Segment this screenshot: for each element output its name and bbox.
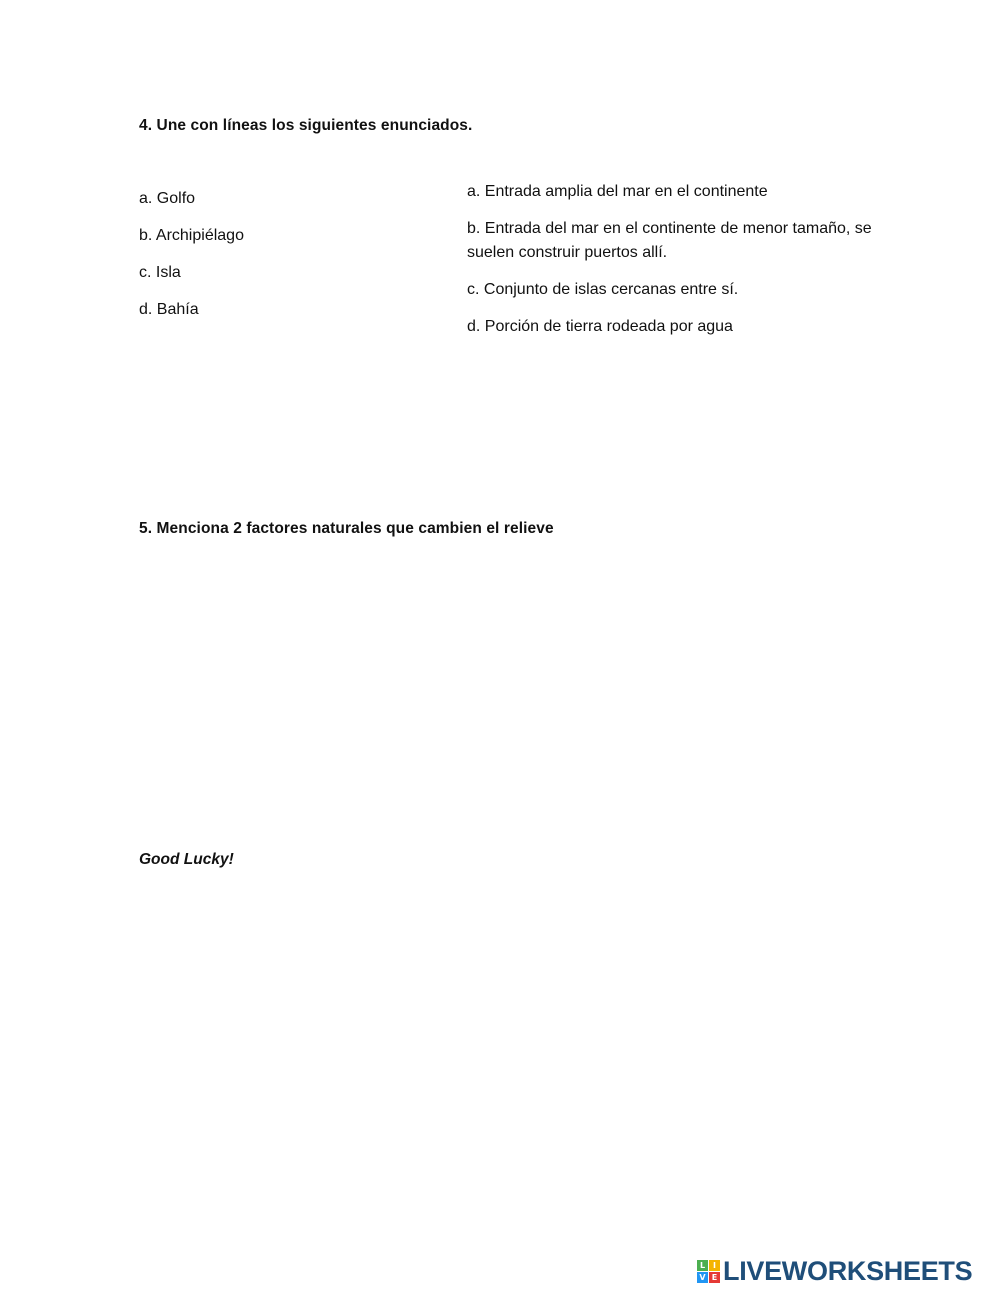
liveworksheets-logo	[697, 1256, 972, 1286]
liveworksheets-logo-icon	[697, 1260, 720, 1283]
question-4-heading: 4. Une con líneas los siguientes enunciados.	[139, 117, 473, 134]
definition-item: c. Conjunto de islas cercanas entre sí.	[467, 281, 739, 298]
logo-block-v: V	[697, 1272, 708, 1283]
term-item: b. Archipiélago	[139, 227, 244, 244]
term-item: a. Golfo	[139, 190, 196, 207]
logo-block-l: L	[697, 1260, 708, 1271]
question-5-heading: 5. Menciona 2 factores naturales que cambien el relieve	[139, 520, 554, 537]
liveworksheets-brand-text: LIVEWORKSHEETS	[723, 1255, 973, 1286]
logo-block-i: I	[709, 1260, 720, 1271]
closing-text: Good Lucky!	[139, 851, 234, 868]
definition-item: a. Entrada amplia del mar en el continente	[467, 183, 768, 200]
definitions-column	[467, 180, 907, 352]
definition-item: d. Porción de tierra rodeada por agua	[467, 318, 733, 335]
logo-block-e: E	[709, 1272, 720, 1283]
term-item: c. Isla	[139, 264, 181, 281]
terms-column	[139, 189, 419, 337]
term-item: d. Bahía	[139, 301, 199, 318]
definition-item: b. Entrada del mar en el continente de menor tamaño, se suelen construir puertos allí.	[467, 220, 872, 261]
